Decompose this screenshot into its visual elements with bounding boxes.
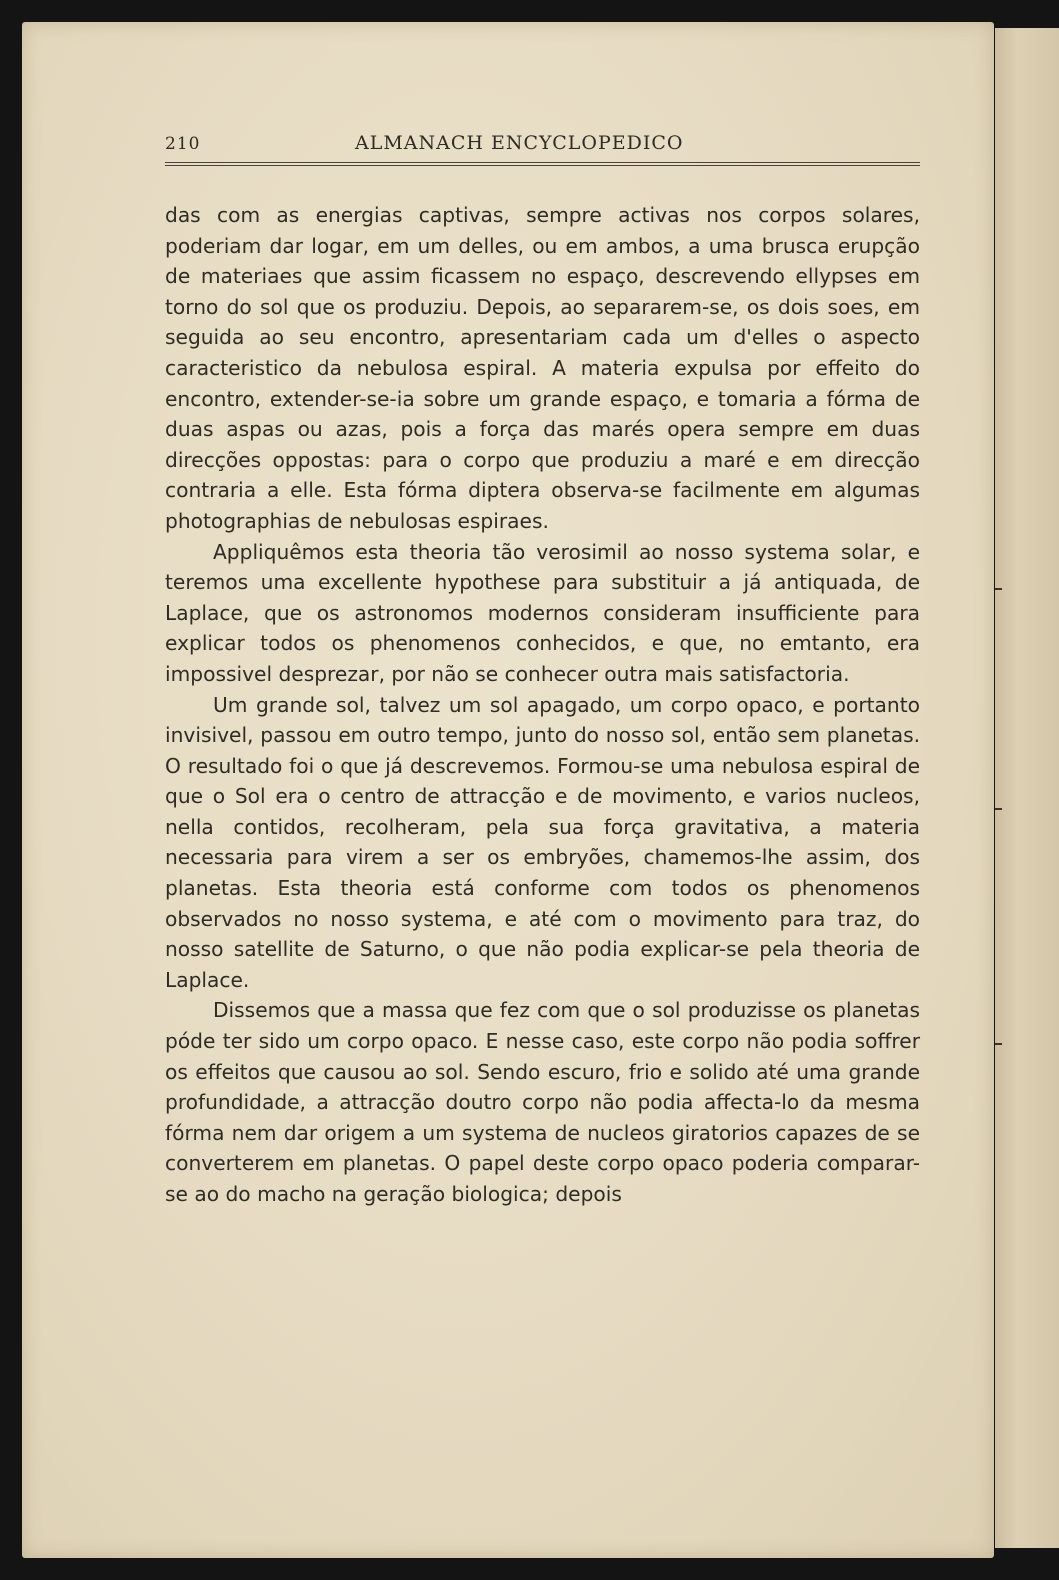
page-header [165,130,920,160]
paragraph: das com as energias captivas, sempre activas nos corpos solares, poderiam dar logar, em um delles, ou em ambos, a uma brusca erupção de materiaes que assim ficassem no espaço, descrevendo ellypses em torno do sol que os produziu. Depois, ao separarem-se, os dois soes, em seguida ao seu encontro, apresentariam cada um d'elles o aspecto caracteristico da nebulosa espiral. A materia expulsa por effeito do encontro, extender-se-ia sobre um grande espaço, e tomaria a fórma de duas aspas ou azas, pois a força das marés opera sempre em duas direcções oppostas: para o corpo que produziu a maré e em direcção contraria a elle. Esta fórma diptera observa-se facilmente em algumas photographias de nebulosas espiraes. [165,203,920,533]
paragraph: Appliquêmos esta theoria tão verosimil ao nosso systema solar, e teremos uma excellente hypothese para substituir a já antiquada, de Laplace, que os astronomos modernos consideram insufficiente para explicar todos os phenomenos conhecidos, e que, no emtanto, era impossivel desprezar, por não se conhecer outra mais satisfactoria. [165,539,920,686]
header-double-rule [165,162,920,166]
body-text [165,200,920,1210]
paragraph: Um grande sol, talvez um sol apagado, um corpo opaco, e portanto invisivel, passou em outro tempo, junto do nosso sol, então sem planetas. O resultado foi o que já descrevemos. Formou-se uma nebulosa espiral de que o Sol era o centro de attracção e de movimento, e varios nucleos, nella contidos, recolheram, pela sua força gravitativa, a materia necessaria para virem a ser os embryões, chamemos-lhe assim, dos planetas. Esta theoria está conforme com todos os phenomenos observados no nosso systema, e até com o movimento para traz, do nosso satellite de Saturno, o que não podia explicar-se pela theoria de Laplace. [165,692,920,992]
adjacent-page-mark [995,588,1002,590]
adjacent-page-mark [995,1043,1002,1045]
adjacent-page-edge [995,28,1059,1548]
paragraph: Dissemos que a massa que fez com que o sol produzisse os planetas póde ter sido um corpo opaco. E nesse caso, este corpo não podia soffrer os effeitos que causou ao sol. Sendo escuro, frio e solido até uma grande profundidade, a attracção doutro corpo não podia affecta-lo da mesma fórma nem dar origem a um systema de nucleos giratorios capazes de se converterem em planetas. O papel deste corpo opaco poderia comparar-se ao do macho na geração biologica; depois [165,998,920,1206]
adjacent-page-mark [995,808,1002,810]
running-title: ALMANACH ENCYCLOPEDICO [355,132,684,154]
page-number: 210 [165,134,201,154]
